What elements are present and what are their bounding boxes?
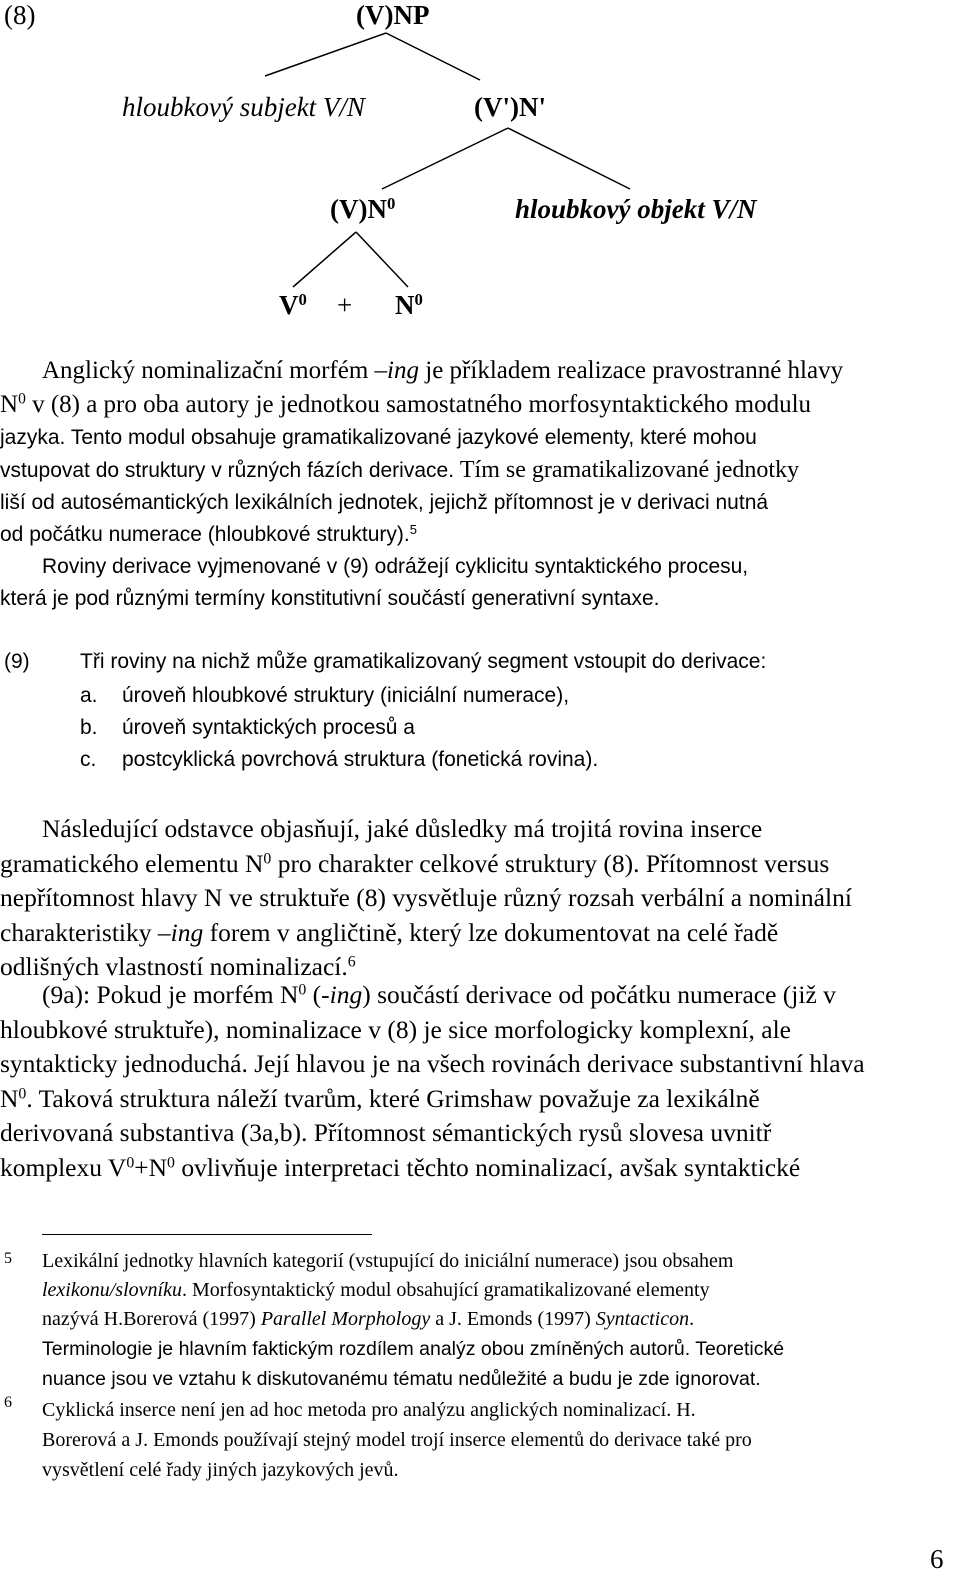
tree-plus: + bbox=[337, 290, 353, 320]
para1-line: $N^0$ v (8) a pro oba autory je jednotkou samostatného morfosyntaktického modulu bbox=[0, 390, 812, 418]
paragraph-1 bbox=[0, 354, 946, 615]
page-number: 6 bbox=[930, 1544, 944, 1574]
tree-leaf-n: $N^0$ bbox=[395, 289, 423, 320]
branch-n0-v bbox=[293, 232, 356, 287]
footnote-6-line: vysvětlení celé řady jiných jazykových jevů. bbox=[42, 1459, 399, 1481]
branch-n0-n bbox=[356, 232, 408, 287]
para1-line: Anglický nominalizační morfém –ing je příkladem realizace pravostranné hlavy bbox=[42, 357, 844, 384]
list-item-label: b. bbox=[80, 716, 98, 739]
footnote-5-line: nuance jsou ve vztahu k diskutovanému tématu nedůležité a budu je zde ignorovat. bbox=[42, 1368, 761, 1390]
list-item: úroveň syntaktických procesů a bbox=[122, 716, 415, 739]
list-item: úroveň hloubkové struktury (iniciální numerace), bbox=[122, 684, 570, 707]
footnote-5-line: Terminologie je hlavním faktickým rozdílem analýz obou zmíněných autorů. Teoretické bbox=[42, 1338, 785, 1360]
para1-line: Roviny derivace vyjmenované v (9) odrážejí cyklicitu syntaktického procesu, bbox=[42, 555, 749, 578]
footnote-5-line: nazývá H.Borerová (1997) Parallel Morphology a J. Emonds (1997) Syntacticon. bbox=[42, 1308, 695, 1330]
para3-line: derivovaná substantiva (3a,b). Přítomnost sémantických rysů slovesa uvnitř bbox=[0, 1118, 772, 1147]
para1-line: vstupovat do struktury v různých fázích derivace. Tím se gramatikalizované jednotky bbox=[0, 457, 800, 483]
list-item-label: a. bbox=[80, 684, 98, 707]
para1-line: liší od autosémantických lexikálních jednotek, jejichž přítomnost je v derivaci nutná bbox=[0, 491, 769, 514]
paragraph-2 bbox=[0, 812, 946, 985]
para1-line: od počátku numerace (hloubkové struktury).$^5$ bbox=[0, 521, 417, 546]
branch-nbar-object bbox=[508, 128, 630, 189]
para3-line: hloubkové struktuře), nominalizace v (8) je sice morfologicky komplexní, ale bbox=[0, 1014, 791, 1044]
list-item: postcyklická povrchová struktura (fonetická rovina). bbox=[122, 748, 599, 771]
example-number: (8) bbox=[4, 0, 36, 30]
footnote-number: 6 bbox=[4, 1394, 12, 1411]
para3-line: $N^0$. Taková struktura náleží tvarům, které Grimshaw považuje za lexikálně bbox=[0, 1083, 760, 1113]
footnote-6-line: Cyklická inserce není jen ad hoc metoda pro analýzu anglických nominalizací. H. bbox=[42, 1399, 696, 1421]
branch-root-subject bbox=[265, 33, 386, 76]
para2-line: gramatického elementu $N^0$ pro charakter celkové struktury (8). Přítomnost versus bbox=[0, 848, 830, 878]
tree-node-subject: hloubkový subjekt V/N bbox=[122, 92, 365, 122]
para1-line: jazyka. Tento modul obsahuje gramatikalizované jazykové elementy, které mohou bbox=[0, 426, 757, 449]
para2-line: charakteristiky –ing forem v angličtině, který lze dokumentovat na celé řadě bbox=[0, 917, 779, 947]
branch-nbar-n0 bbox=[382, 128, 508, 189]
para2-line: nepřítomnost hlavy N ve struktuře (8) vysvětluje různý rozsah verbální a nominální bbox=[0, 883, 852, 912]
example-9-intro: Tři roviny na nichž může gramatikalizovaný segment vstoupit do derivace: bbox=[80, 650, 767, 673]
footnote-6-line: Borerová a J. Emonds používají stejný model trojí inserce elementů do derivace také pro bbox=[42, 1429, 752, 1451]
para2-line: odlišných vlastností nominalizací.$^6$ bbox=[0, 952, 356, 981]
footnote-number: 5 bbox=[4, 1250, 12, 1267]
paragraph-3 bbox=[0, 978, 946, 1185]
tree-node-nbar: (V')N' bbox=[474, 92, 546, 122]
tree-node-n0: $(V)N^0$ bbox=[330, 193, 396, 224]
tree-leaf-v: $V^0$ bbox=[279, 289, 307, 320]
branch-root-nbar bbox=[386, 33, 480, 80]
footnote-separator bbox=[42, 1234, 372, 1235]
para2-line: Následující odstavce objasňují, jaké důsledky má trojitá rovina inserce bbox=[42, 814, 763, 843]
para1-line: která je pod různými termíny konstitutivní součástí generativní syntaxe. bbox=[0, 587, 660, 610]
footnote-5-line: Lexikální jednotky hlavních kategorií (vstupující do iniciální numerace) jsou obsahem bbox=[42, 1250, 734, 1272]
example-number: (9) bbox=[4, 650, 30, 673]
tree-node-object: hloubkový objekt V/N bbox=[515, 194, 757, 224]
tree-branches bbox=[0, 0, 960, 330]
footnote-5-line: lexikonu/slovníku. Morfosyntaktický modul obsahující gramatikalizované elementy bbox=[42, 1279, 710, 1301]
list-item-label: c. bbox=[80, 748, 97, 771]
para3-line: komplexu $V^0+N^0$ ovlivňuje interpretaci těchto nominalizací, avšak syntaktické bbox=[0, 1152, 801, 1182]
para3-line: (9a): Pokud je morfém $N^0$ (-ing) součástí derivace od počátku numerace (již v bbox=[42, 980, 836, 1009]
para3-line: syntakticky jednoduchá. Její hlavou je na všech rovinách derivace substantivní hlava bbox=[0, 1049, 865, 1078]
tree-node-root: (V)NP bbox=[356, 0, 430, 30]
